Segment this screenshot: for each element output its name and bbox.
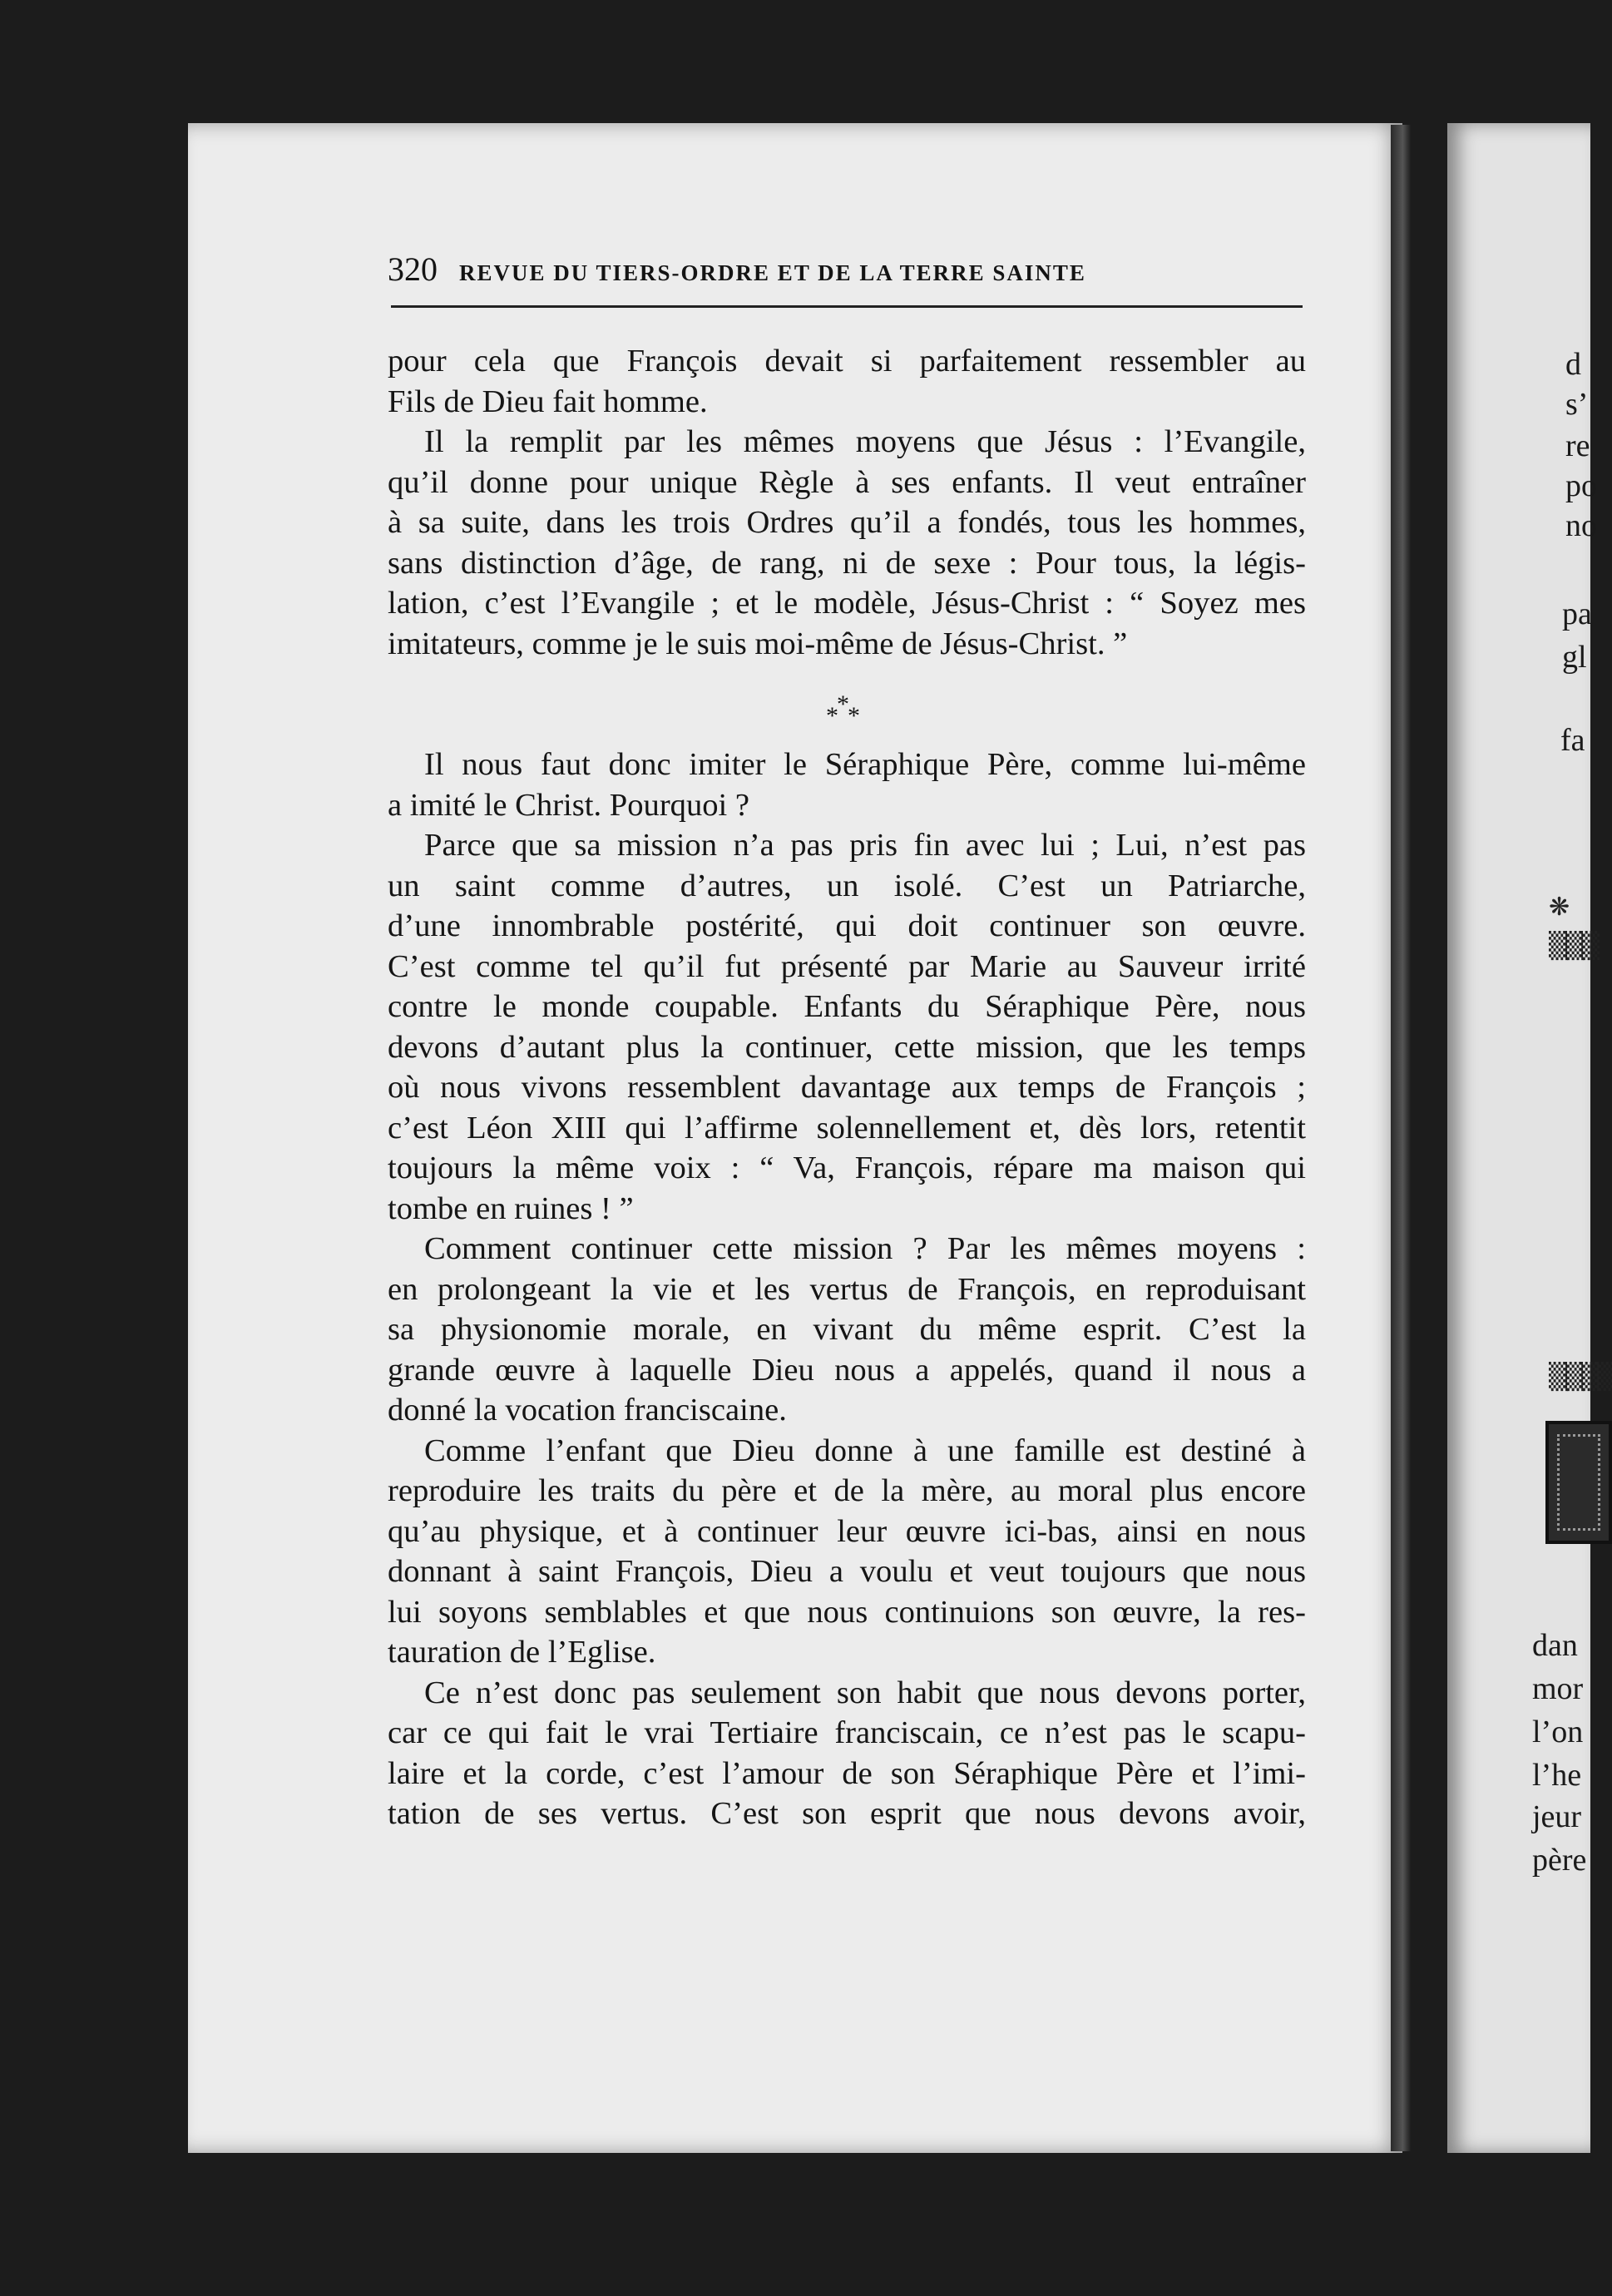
text-line: à sa suite, dans les trois Ordres qu’il a fondés, tous les hommes,: [388, 505, 1306, 540]
text-line: C’est comme tel qu’il fut présenté par Marie au Sauveur irrité: [388, 948, 1306, 984]
text-line: Parce que sa mission n’a pas pris fin avec lui ; Lui, n’est pas: [424, 828, 1306, 863]
text-line: laire et la corde, c’est l’amour de son Séraphique Père et l’imi-: [388, 1755, 1306, 1791]
facing-text-fragment: fa: [1560, 723, 1585, 758]
text-line: pour cela que François devait si parfaitement ressembler au: [388, 344, 1306, 379]
text-line: devons d’autant plus la continuer, cette mission, que les temps: [388, 1029, 1306, 1065]
text-line: donnant à saint François, Dieu a voulu et veut toujours que nous: [388, 1554, 1306, 1589]
paragraph-block-1: [388, 341, 1306, 664]
text-line: a imité le Christ. Pourquoi ?: [388, 787, 750, 823]
decorative-ornament-icon: ❋: [1549, 893, 1567, 922]
text-line: Fils de Dieu fait homme.: [388, 383, 708, 419]
journal-title: REVUE DU TIERS-ORDRE ET DE LA TERRE SAINTE: [459, 260, 1086, 285]
facing-text-fragment: s’: [1565, 387, 1589, 422]
text-line: tation de ses vertus. C’est son esprit que nous devons avoir,: [388, 1796, 1306, 1831]
text-line: toujours la même voix : “ Va, François, répare ma maison qui: [388, 1150, 1306, 1185]
header-rule: [391, 305, 1303, 308]
text-line: Comme l’enfant que Dieu donne à une famille est destiné à: [424, 1433, 1306, 1468]
section-asterism: * * *: [826, 690, 860, 730]
text-line: qu’il donne pour unique Règle à ses enfants. Il veut entraîner: [388, 464, 1306, 500]
text-line: un saint comme d’autres, un isolé. C’est un Patriarche,: [388, 868, 1306, 903]
text-line: sa physionomie morale, en vivant du même esprit. C’est la: [388, 1312, 1306, 1347]
decorative-ornament-icon: ▒▒▒: [1549, 932, 1597, 961]
text-line: lation, c’est l’Evangile ; et le modèle, Jésus-Christ : “ Soyez mes: [388, 586, 1306, 621]
facing-text-fragment: père: [1532, 1843, 1587, 1878]
text-line: qu’au physique, et à continuer leur œuvre ici-bas, ainsi en nous: [388, 1513, 1306, 1549]
decorative-ornament-icon: ▒▒▒▒: [1549, 1363, 1612, 1392]
text-line: donné la vocation franciscaine.: [388, 1393, 787, 1428]
text-line: car ce qui fait le vrai Tertiaire franciscain, ce n’est pas le scapu-: [388, 1715, 1306, 1750]
facing-text-fragment: mor: [1532, 1671, 1584, 1706]
facing-text-fragment: pa: [1562, 596, 1592, 631]
text-line: tauration de l’Eglise.: [388, 1635, 656, 1670]
text-line: Il nous faut donc imiter le Séraphique Père, comme lui-même: [424, 747, 1306, 782]
text-line: lui soyons semblables et que nous continuions son œuvre, la res-: [388, 1594, 1306, 1630]
facing-page: [1447, 123, 1612, 2153]
facing-text-fragment: l’he: [1532, 1758, 1582, 1793]
facing-text-fragment: no: [1565, 508, 1597, 543]
running-head: [388, 250, 1303, 291]
text-line: d’une innombrable postérité, qui doit continuer son œuvre.: [388, 908, 1306, 943]
page-number: 320: [388, 250, 438, 288]
text-line: Il la remplit par les mêmes moyens que Jésus : l’Evangile,: [424, 424, 1306, 459]
facing-text-fragment: gl: [1562, 640, 1587, 675]
ornamental-initial-icon: [1545, 1421, 1612, 1544]
facing-text-fragment: l’on: [1532, 1715, 1584, 1749]
page-gutter: [1391, 125, 1411, 2151]
facing-text-fragment: d: [1565, 347, 1581, 382]
text-line: tombe en ruines ! ”: [388, 1190, 634, 1226]
paragraph-block-2: [388, 745, 1306, 1834]
body-text: [388, 341, 1306, 1834]
text-line: grande œuvre à laquelle Dieu nous a appelés, quand il nous a: [388, 1352, 1306, 1388]
text-line: imitateurs, comme je le suis moi-même de Jésus-Christ. ”: [388, 626, 1128, 661]
text-line: reproduire les traits du père et de la mère, au moral plus encore: [388, 1473, 1306, 1508]
text-line: en prolongeant la vie et les vertus de François, en reproduisant: [388, 1271, 1306, 1307]
facing-text-fragment: re: [1565, 428, 1590, 463]
text-line: contre le monde coupable. Enfants du Séraphique Père, nous: [388, 989, 1306, 1024]
facing-text-fragment: dan: [1532, 1628, 1578, 1663]
text-line: où nous vivons ressemblent davantage aux temps de François ;: [388, 1070, 1306, 1105]
text-line: sans distinction d’âge, de rang, ni de sexe : Pour tous, la légis-: [388, 545, 1306, 581]
facing-text-fragment: jeur: [1532, 1799, 1582, 1834]
text-line: c’est Léon XIII qui l’affirme solennellement et, dès lors, retentit: [388, 1110, 1306, 1146]
text-line: Comment continuer cette mission ? Par les mêmes moyens :: [424, 1231, 1306, 1266]
text-line: Ce n’est donc pas seulement son habit que nous devons porter,: [424, 1675, 1306, 1710]
facing-text-fragment: po: [1565, 468, 1597, 503]
